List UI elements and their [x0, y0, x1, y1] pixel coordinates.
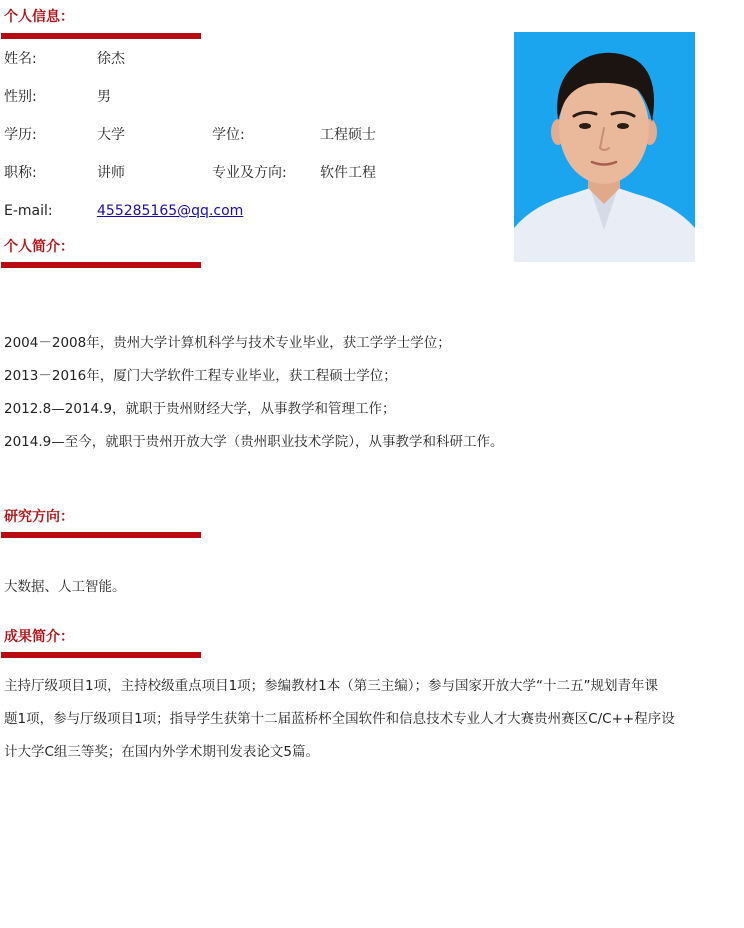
major-value: 软件工程 [320, 165, 376, 181]
personal-info-title: 个人信息： [4, 9, 74, 25]
email-link[interactable]: 455285165@qq.com [97, 203, 244, 219]
research-text: 大数据、人工智能。 [4, 579, 126, 595]
education-label: 学历: [4, 127, 37, 143]
education-value: 大学 [97, 127, 125, 143]
section-divider [1, 262, 201, 268]
email-label: E-mail: [4, 203, 53, 219]
major-label: 专业及方向: [212, 165, 287, 181]
profile-line: 2004－2008年，贵州大学计算机科学与技术专业毕业，获工学学士学位； [4, 335, 451, 351]
rank-value: 讲师 [97, 165, 125, 181]
profile-line: 2014.9—至今，就职于贵州开放大学（贵州职业技术学院），从事教学和科研工作。 [4, 434, 504, 450]
profile-line: 2013－2016年，厦门大学软件工程专业毕业，获工程硕士学位； [4, 368, 397, 384]
achievements-line: 题1项，参与厅级项目1项；指导学生获第十二届蓝桥杯全国软件和信息技术专业人才大赛贵州赛区C/C++程序设 [4, 711, 675, 727]
research-title: 研究方向： [4, 509, 74, 525]
section-divider [1, 33, 201, 39]
achievements-line: 主持厅级项目1项，主持校级重点项目1项；参编教材1本（第三主编）；参与国家开放大学“十二五”规划青年课 [4, 678, 659, 694]
degree-value: 工程硕士 [320, 127, 376, 143]
gender-label: 性别: [4, 89, 37, 105]
section-divider [1, 652, 201, 658]
gender-value: 男 [97, 89, 111, 105]
profile-line: 2012.8—2014.9，就职于贵州财经大学，从事教学和管理工作； [4, 401, 396, 417]
portrait-photo [514, 32, 695, 262]
achievements-line: 计大学C组三等奖；在国内外学术期刊发表论文5篇。 [4, 744, 320, 760]
name-label: 姓名: [4, 51, 37, 67]
achievements-title: 成果简介： [4, 629, 74, 645]
name-value: 徐杰 [97, 51, 125, 67]
profile-title: 个人简介： [4, 239, 74, 255]
degree-label: 学位: [212, 127, 245, 143]
section-divider [1, 532, 201, 538]
rank-label: 职称: [4, 165, 37, 181]
